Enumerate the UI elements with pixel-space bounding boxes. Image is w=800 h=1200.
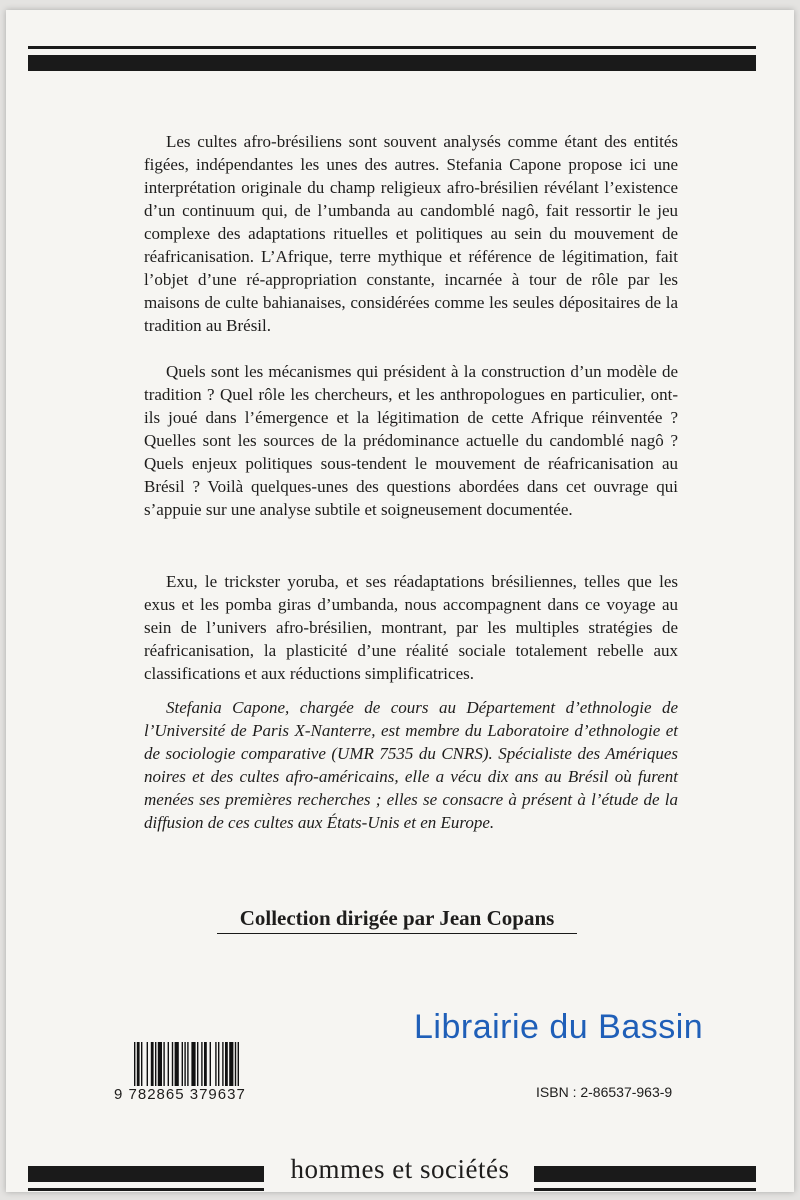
top-thick-rule	[28, 55, 756, 71]
barcode-bar	[218, 1042, 219, 1086]
barcode-bar	[141, 1042, 142, 1086]
barcode-bar	[225, 1042, 228, 1086]
barcode-bar	[172, 1042, 173, 1086]
barcode-bars	[134, 1042, 276, 1086]
barcode-bar	[168, 1042, 169, 1086]
barcode-bar	[229, 1042, 233, 1086]
bottom-right-thick-rule	[534, 1166, 756, 1182]
bottom-left-thick-rule	[28, 1166, 264, 1182]
blurb-paragraph-2: Quels sont les mécanismes qui président à la construction d’un modèle de tradition ? Quel rôle les chercheurs, et les anthropologues en particulier, ont-ils joué dans l’émergence et la légitimation de cette Afrique réinventée ? Quelles sont les sources de la prédominance actuelle du candomblé nagô ? Quels enjeux politiques sous-tendent le mouvement de réafricanisation au Brésil ? Voilà quelques-unes des questions abordées dans cet ouvrage qui s’appuie sur une analyse subtile et soigneusement documentée.	[144, 362, 678, 519]
isbn-label: ISBN : 2-86537-963-9	[536, 1084, 673, 1100]
barcode-bar	[222, 1042, 223, 1086]
barcode-bar	[151, 1042, 154, 1086]
barcode-bar	[191, 1042, 195, 1086]
barcode-bar	[197, 1042, 198, 1086]
barcode-bar	[147, 1042, 148, 1086]
barcode-bar	[175, 1042, 179, 1086]
back-cover	[6, 10, 794, 1192]
barcode-bar	[182, 1042, 183, 1086]
blurb-paragraph-3: Exu, le trickster yoruba, et ses réadaptations brésiliennes, telles que les exus et les pomba giras d’umbanda, nous accompagnent dans ce voyage au sein de l’univers afro-brésilien, montrant, par les multiples stratégies de réafricanisation, la plasticité d’une réalité sociale totalement rebelle aux classifications et aux réductions simplificatrices.	[144, 572, 678, 683]
barcode-bar	[235, 1042, 236, 1086]
top-thin-rule	[28, 46, 756, 49]
barcode-bar	[238, 1042, 239, 1086]
barcode-bar	[163, 1042, 164, 1086]
barcode-bar	[158, 1042, 162, 1086]
barcode-bar	[201, 1042, 202, 1086]
blurb-paragraph-1: Les cultes afro-brésiliens sont souvent analysés comme étant des entités figées, indépendantes les unes des autres. Stefania Capone propose ici une interprétation originale du champ religieux afro-brésilien révélant l’existence d’un continuum qui, de l’umbanda au candomblé nagô, fait ressortir le jeu complexe des adaptations rituelles et politiques au sein du mouvement de réafricanisation. L’Afrique, terre mythique et référence de légitimation, fait l’objet d’une ré-appropriation constante, incarnée à tour de rôle par les maisons de culte bahianaises, considérées comme les seules dépositaires de la tradition au Brésil.	[144, 132, 678, 335]
series-title: hommes et sociétés	[290, 1154, 510, 1184]
barcode-bar	[155, 1042, 156, 1086]
collection-editor-line: Collection dirigée par Jean Copans	[217, 906, 577, 934]
barcode-bar	[204, 1042, 207, 1086]
barcode	[114, 1042, 284, 1106]
author-bio: Stefania Capone, chargée de cours au Département d’ethnologie de l’Université de Paris X-Nanterre, est membre du Laboratoire d’ethnologie et de sociologie comparative (UMR 7535 du CNRS). Spécialiste des Amériques noires et des cultes afro-américains, elle a vécu dix ans au Brésil où furent menées ses premières recherches ; elles se consacre à présent à l’étude de la diffusion de ces cultes aux États-Unis et en Europe.	[144, 698, 678, 832]
barcode-bar	[210, 1042, 211, 1086]
barcode-bar	[137, 1042, 140, 1086]
bookseller-watermark: Librairie du Bassin	[414, 1008, 704, 1046]
barcode-bar	[187, 1042, 188, 1086]
bottom-right-thin-rule	[534, 1188, 756, 1191]
barcode-bar	[134, 1042, 135, 1086]
barcode-bar	[215, 1042, 216, 1086]
barcode-digits: 9 782865 379637	[114, 1086, 246, 1103]
barcode-bar	[184, 1042, 185, 1086]
bottom-left-thin-rule	[28, 1188, 264, 1191]
